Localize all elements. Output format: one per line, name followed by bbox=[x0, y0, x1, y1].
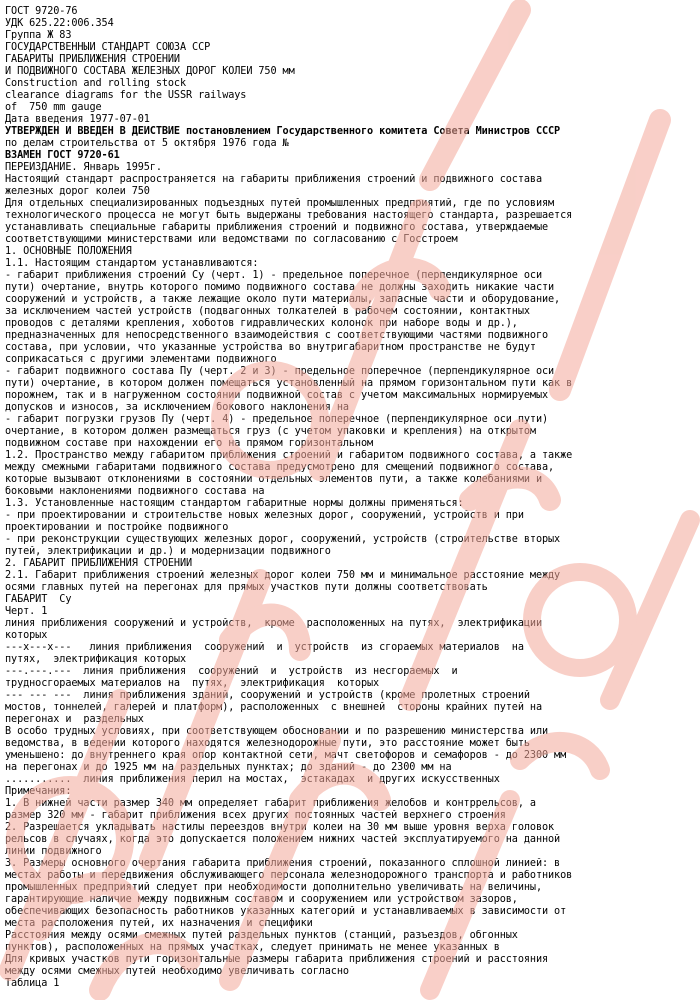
text-line: осями главных путей на перегонах для прямых участков пути должны соответствовать bbox=[5, 582, 488, 593]
text-line: путей, электрификации и др.) и модернизации подвижного bbox=[5, 546, 331, 557]
text-line: Примечания: bbox=[5, 786, 72, 797]
text-line: устанавливать специальные габариты приближения строений и подвижного состава, утверждаемые bbox=[5, 222, 549, 233]
text-line: Дата введения 1977-07-01 bbox=[5, 114, 150, 125]
text-line: 1. В нижней части размер 340 мм определяет габарит приближения желобов и контррельсов, а bbox=[5, 798, 536, 809]
text-line: ГАБАРИТ Су bbox=[5, 594, 72, 605]
text-line: - габарит погрузки грузов Пу (черт. 4) - предельное поперечное (перпендикулярное оси пути) bbox=[5, 414, 549, 425]
text-line: Construction and rolling stock bbox=[5, 78, 187, 89]
text-line: пунктов), расположенных на прямых участках, следует принимать не менее указанных в bbox=[5, 942, 500, 953]
text-line: Настоящий стандарт распространяется на габариты приближения строений и подвижного состава bbox=[5, 174, 542, 185]
text-line: рельсов в случаях, когда это допускается положением нижних частей эксплуатируемого на данной bbox=[5, 834, 561, 845]
text-line: проектировании и постройке подвижного bbox=[5, 522, 229, 533]
text-line: 2. Разрешается укладывать настилы переездов внутри колеи на 30 мм выше уровня верха головок bbox=[5, 822, 555, 833]
text-line: предназначенных для непосредственного взаимодействия с соответствующими частями подвижного bbox=[5, 330, 549, 341]
text-line: обеспечивающих безопасность работников указанных категорий и устанавливаемых в зависимости от bbox=[5, 906, 567, 917]
text-line: Таблица 1 bbox=[5, 978, 60, 989]
text-line: сооружений и устройств, а также лежащие около пути материалы, запасные части и оборудование, bbox=[5, 294, 561, 305]
text-line: допусков и износов, за исключением бокового наклонения на bbox=[5, 402, 349, 413]
text-line: ГОСТ 9720-76 bbox=[5, 6, 78, 17]
text-line: Группа Ж 83 bbox=[5, 30, 72, 41]
text-line: линии подвижного bbox=[5, 846, 102, 857]
text-line: места расположения путей, их назначения и специфики bbox=[5, 918, 313, 929]
text-line: очертание, в котором должен размещаться груз (с учетом упаковки и крепления) на открытом bbox=[5, 426, 536, 437]
text-line: 1.3. Установленные настоящим стандартом габаритные нормы должны применяться: bbox=[5, 498, 464, 509]
text-line: ПЕРЕИЗДАНИЕ. Январь 1995г. bbox=[5, 162, 162, 173]
text-line: промышленных предприятий следует при необходимости дополнительно увеличивать на величины, bbox=[5, 882, 542, 893]
text-line: ВЗАМЕН ГОСТ 9720-61 bbox=[5, 150, 120, 161]
text-line: of 750 mm gauge bbox=[5, 102, 102, 113]
text-line: уменьшено: до внутреннего края опор контактной сети, мачт светофоров и семафоров - до 2300 мм bbox=[5, 750, 567, 761]
text-line: подвижном составе при нахождении его на прямом горизонтальном bbox=[5, 438, 374, 449]
text-line: пути) очертание, внутрь которого помимо подвижного состава не должны заходить никакие части bbox=[5, 282, 555, 293]
text-line: между смежными габаритами подвижного состава предусмотрено для смещений подвижного состава, bbox=[5, 462, 555, 473]
text-line: за исключением частей устройств (подвагонных толкателей в рабочем состоянии, контактных bbox=[5, 306, 530, 317]
text-line: УТВЕРЖДЕН И ВВЕДЕН В ДЕЙСТВИЕ постановлением Государственного комитета Совета Министров СССР bbox=[5, 126, 561, 137]
text-line: - при реконструкции существующих железных дорог, сооружений, устройств (строительстве вторых bbox=[5, 534, 561, 545]
text-line: гарантирующие наличие между подвижным составом и сооружением или устройством зазоров, bbox=[5, 894, 518, 905]
text-line: соответствующими министерствами или ведомствами по согласованию с Госстроем bbox=[5, 234, 458, 245]
text-line: ---x---x--- линия приближения сооружений и устройств из сгораемых материалов на bbox=[5, 642, 524, 653]
text-line: мостов, тоннелей, галерей и платформ), расположенных с внешней стороны крайних путей на bbox=[5, 702, 542, 713]
text-line: которые вызывают отклонениями в состоянии отдельных элементов пути, а также колебаниями и bbox=[5, 474, 542, 485]
text-line: трудносгораемых материалов на путях, электрификация которых bbox=[5, 678, 380, 689]
text-line: 2.1. Габарит приближения строений железных дорог колеи 750 мм и минимальное расстояние между bbox=[5, 570, 561, 581]
text-line: В особо трудных условиях, при соответствующем обосновании и по разрешению министерства или bbox=[5, 726, 549, 737]
text-line: размер 320 мм - габарит приближения всех других постоянных частей верхнего строения bbox=[5, 810, 506, 821]
text-line: ........... линия приближения перил на мостах, эстакадах и других искусственных bbox=[5, 774, 500, 785]
text-line: ГАБАРИТЫ ПРИБЛИЖЕНИЯ СТРОЕНИЙ bbox=[5, 54, 180, 65]
text-line: ГОСУДАРСТВЕННЫЙ СТАНДАРТ СОЮЗА ССР bbox=[5, 42, 211, 53]
text-line: --- --- --- линия приближения зданий, сооружений и устройств (кроме пролетных строений bbox=[5, 690, 530, 701]
text-line: - габарит подвижного состава Пу (черт. 2 и 3) - предельное поперечное (перпендикулярное оси bbox=[5, 366, 555, 377]
text-line: по делам строительства от 5 октября 1976 года № bbox=[5, 138, 289, 149]
text-line: порожнем, так и в нагруженном состоянии подвижной состав с учетом максимальных нормируемых bbox=[5, 390, 549, 401]
text-line: - при проектировании и строительстве новых железных дорог, сооружений, устройств и при bbox=[5, 510, 524, 521]
text-line: между осями смежных путей необходимо увеличивать согласно bbox=[5, 966, 349, 977]
text-line: перегонах и раздельных bbox=[5, 714, 144, 725]
text-line: местах работы и передвижения обслуживающего персонала железнодорожного транспорта и работников bbox=[5, 870, 573, 881]
text-line: 1.2. Пространство между габаритом приближения строений и габаритом подвижного состава, а также bbox=[5, 450, 573, 461]
text-line: И ПОДВИЖНОГО СОСТАВА ЖЕЛЕЗНЫХ ДОРОГ КОЛЕИ 750 мм bbox=[5, 66, 295, 77]
text-line: 2. ГАБАРИТ ПРИБЛИЖЕНИЯ СТРОЕНИЙ bbox=[5, 558, 193, 569]
text-line: технологического процесса не могут быть выдержаны требования настоящего стандарта, разрешается bbox=[5, 210, 573, 221]
text-line: Для кривых участков пути горизонтальные размеры габарита приближения строений и расстояния bbox=[5, 954, 549, 965]
text-line: ---.---.--- линия приближения сооружений и устройств из несгораемых и bbox=[5, 666, 458, 677]
text-line: линия приближения сооружений и устройств, кроме расположенных на путях, электрификации bbox=[5, 618, 542, 629]
text-line: ведомства, в ведении которого находятся железнодорожные пути, это расстояние может быть bbox=[5, 738, 530, 749]
text-line: УДК 625.22:006.354 bbox=[5, 18, 114, 29]
text-line: Черт. 1 bbox=[5, 606, 48, 617]
text-line: 3. Размеры основного очертания габарита приближения строений, показанного сплошной линией: в bbox=[5, 858, 561, 869]
text-line: путях, электрификация которых bbox=[5, 654, 187, 665]
text-line: проводов с деталями крепления, хоботов гидравлических колонок при наборе воды и др.), bbox=[5, 318, 518, 329]
text-line: clearance diagrams for the USSR railways bbox=[5, 90, 247, 101]
text-line: состава, при условии, что указанные устройства во внутригабаритном пространстве не будут bbox=[5, 342, 536, 353]
text-line: - габарит приближения строений Су (черт. 1) - предельное поперечное (перпендикулярное оси bbox=[5, 270, 542, 281]
text-line: Расстояния между осями смежных путей раздельных пунктов (станций, разъездов, обгонных bbox=[5, 930, 518, 941]
text-line: 1.1. Настоящим стандартом устанавливаются: bbox=[5, 258, 259, 269]
text-line: Для отдельных специализированных подъездных путей промышленных предприятий, где по условиям bbox=[5, 198, 555, 209]
text-line: пути) очертание, в котором должен помещаться установленный на прямом горизонтальном пути как в bbox=[5, 378, 573, 389]
text-line: боковыми наклонениями подвижного состава на bbox=[5, 486, 265, 497]
document-body bbox=[5, 6, 695, 996]
text-line: железных дорог колеи 750 bbox=[5, 186, 150, 197]
text-line: которых bbox=[5, 630, 48, 641]
text-line: соприкасаться с другими элементами подвижного bbox=[5, 354, 277, 365]
text-line: 1. ОСНОВНЫЕ ПОЛОЖЕНИЯ bbox=[5, 246, 132, 257]
text-line: на перегонах и до 1925 мм на раздельных пунктах; до зданий - до 2300 мм на bbox=[5, 762, 452, 773]
